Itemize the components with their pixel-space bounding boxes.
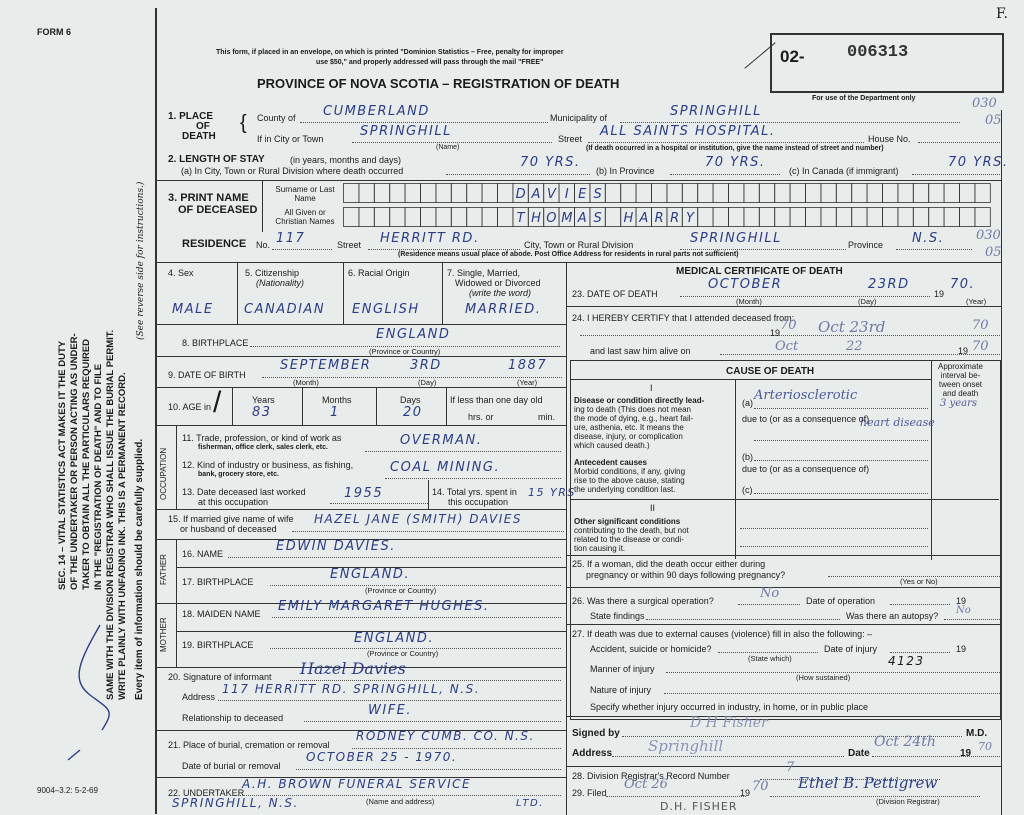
cause-b-label: (b) [742,452,753,462]
surname-box[interactable] [852,184,867,203]
age-min-label: min. [538,412,556,422]
informant-address-value[interactable]: 117 HERRITT RD. SPRINGHILL, N.S. [222,682,481,696]
medical-certificate-title: MEDICAL CERTIFICATE OF DEATH [676,266,843,277]
given-name-box[interactable] [929,208,944,227]
given-name-box[interactable] [451,208,466,227]
banner-line-1: This form, if placed in an envelope, on which is printed "Dominion Statistics – Free, penalty for improper [216,49,564,56]
specify-label: Specify whether injury occurred in industry, in home, or in public place [590,702,868,712]
residence-city-label: City, Town or Rural Division [524,240,634,250]
certify-from-year[interactable]: 70 [972,318,989,333]
stay-b-label: (b) In Province [596,166,655,176]
cause-a-label: (a) [742,398,753,408]
surname-box[interactable] [960,184,975,203]
given-name-box[interactable] [698,208,713,227]
side-law-line-2: OF THE UNDERTAKER OR PERSON ACTING AS UNDER- [69,333,80,590]
given-name-box[interactable] [359,208,374,227]
informant-signature-label: 20. Signature of informant [168,672,272,682]
occupation-12-value[interactable]: COAL MINING. [390,460,501,475]
given-name-box[interactable] [867,208,882,227]
manner-label: Manner of injury [590,664,655,674]
signed-by-label: Signed by [572,728,620,739]
undertaker-hint: (Name and address) [366,797,435,806]
last-saw-year[interactable]: 70 [972,339,989,354]
registrar-signature[interactable]: Ethel B. Pettigrew [798,774,938,792]
cause-title: CAUSE OF DEATH [726,366,815,377]
given-name-boxes[interactable] [343,207,1000,232]
stay-a-value[interactable]: 70 YRS. [520,155,581,170]
stay-b-value[interactable]: 70 YRS. [705,155,766,170]
age-days-value[interactable]: 20 [403,405,423,420]
undertaker-value-3[interactable]: LTD. [516,798,544,809]
marital-label-1: 7. Single, Married, [447,268,521,278]
roman-two: II [650,503,656,513]
surname-box[interactable] [806,184,821,203]
given-name-letter: M [561,211,573,226]
surname-box[interactable] [975,184,990,203]
date-of-death-day-hint: (Day) [858,297,877,306]
mother-birthplace-hint: (Province or Country) [367,649,439,658]
side-law-line-5: SAME WITH THE DIVISION REGISTRAR WHO SHALL ISSUE THE BURIAL PERMIT. [105,329,116,700]
stay-hint: (in years, months and days) [290,155,402,165]
q25-label-2: pregnancy or within 90 days following pregnancy? [586,570,786,580]
stay-c-label: (c) In Canada (if immigrant) [789,166,899,176]
side-law-line-3: TAKER TO OBTAIN ALL THE PARTICULARS REQUIRED [81,338,92,590]
due-to-label-2: due to (or as a consequence of) [742,464,870,474]
age-months-label: Months [322,395,352,405]
given-name-box[interactable] [836,208,851,227]
signed-address-value[interactable]: Springhill [648,737,724,755]
injury-date-label: Date of injury [824,644,878,654]
other-conditions-block: Other significant conditions contributing to the death, but not related to the disease or condi- tion causing it. [574,517,689,553]
surname-box[interactable] [405,184,420,203]
last-saw-label: and last saw him alive on [590,346,691,356]
certify-from-left[interactable]: 70 [780,318,797,333]
q28-label: 28. Division Registrar's Record Number [572,771,730,781]
given-name-box[interactable] [883,208,898,227]
father-name-label: 16. NAME [182,549,224,559]
sex-value[interactable]: MALE [172,302,214,317]
given-name-box[interactable] [960,208,975,227]
given-name-box-grid [343,207,1000,227]
department-code-2: 05 [985,113,1002,128]
q26-value[interactable]: No [760,586,780,601]
side-reverse-note: (See reverse side for instructions.) [136,181,146,340]
surname-box[interactable] [883,184,898,203]
surname-box[interactable] [451,184,466,203]
last-saw-left[interactable]: Oct [775,339,799,354]
father-birthplace-label: 17. BIRTHPLACE [182,577,254,587]
racial-label: 6. Racial Origin [348,268,410,278]
given-name-box[interactable] [852,208,867,227]
given-name-letter: Y [686,211,694,226]
mother-name-value[interactable]: EMILY MARGARET HUGHES. [278,599,490,614]
dob-day[interactable]: 3RD [410,358,442,373]
surname-box[interactable] [729,184,744,203]
dob-year-hint: (Year) [517,378,538,387]
date-of-death-year[interactable]: 70. [950,277,976,292]
dob-day-hint: (Day) [418,378,437,387]
stay-label: 2. LENGTH OF STAY [168,154,265,165]
father-birthplace-value[interactable]: ENGLAND. [330,567,411,582]
father-side-label: FATHER [159,554,168,585]
occupation-14-value[interactable]: 15 YRS [528,486,576,499]
given-name-box[interactable] [898,208,913,227]
certify-label: 24. I HEREBY CERTIFY that I attended deceased from: [572,313,795,323]
occupation-13-hint: at this occupation [198,497,269,507]
date-of-death-year-hint: (Year) [966,297,987,306]
surname-letter: E [578,187,587,202]
cause-a-value[interactable]: Arteriosclerotic [754,388,858,403]
dob-label: 9. DATE OF BIRTH [168,370,246,380]
md-label: M.D. [966,728,988,739]
registration-number: 006313 [847,43,909,62]
footer-code: 9004–3.2: 5-2-69 [37,786,98,795]
house-label: House No. [868,134,911,144]
cause-a-value-2[interactable]: heart disease [860,416,935,429]
residence-code-2: 05 [985,245,1002,260]
age-label: 10. AGE in [168,402,212,412]
mother-birthplace-label: 19. BIRTHPLACE [182,640,254,650]
q26-prefix: 19 [956,596,967,606]
surname-box[interactable] [652,184,667,203]
signed-year-prefix: 19 [960,748,972,759]
municipality-value[interactable]: SPRINGHILL [670,104,762,119]
signed-date-value[interactable]: Oct 24th [874,734,936,750]
roman-one: I [650,383,653,393]
last-saw-prefix: 19 [958,346,969,356]
age-hrs-label: hrs. or [468,412,494,422]
nature-label: Nature of injury [590,685,652,695]
residence-no-label: No. [256,240,271,250]
surname-box[interactable] [605,184,620,203]
department-use-note: For use of the Department only [812,95,916,102]
date-of-death-month-hint: (Month) [736,297,762,306]
residence-street-value[interactable]: HERRITT RD. [380,231,480,246]
informant-signature[interactable]: Hazel Davies [300,659,406,678]
relationship-value[interactable]: WIFE. [368,703,413,718]
street-label: Street [558,134,583,144]
surname-box[interactable] [713,184,728,203]
surname-box[interactable] [929,184,944,203]
surname-box[interactable] [698,184,713,203]
registration-number-box [770,33,1004,93]
age-years-label: Years [252,395,275,405]
given-name-letter: H [623,211,634,226]
stay-c-value[interactable]: 70 YRS. [948,155,1009,170]
given-name-box[interactable] [405,208,420,227]
municipality-label: Municipality of [550,113,608,123]
surname-box[interactable] [667,184,682,203]
name-hint: (Name) [436,144,460,151]
side-signature-scribble [60,620,120,770]
surname-box[interactable] [421,184,436,203]
q29-label: 29. Filed [572,788,607,798]
dob-month-hint: (Month) [293,378,319,387]
interval-header: Approximate interval be- tween onset and death [938,362,983,398]
surname-letter: D [515,187,526,202]
marital-hint: (write the word) [469,288,532,298]
printed-signature: D.H. FISHER [660,800,738,813]
given-name-letter: O [546,211,557,226]
how-sustained-hint: (How sustained) [796,673,851,682]
surname-box[interactable] [744,184,759,203]
citizenship-hint: (Nationality) [256,278,305,288]
given-name-letter: A [639,211,649,226]
surname-letter: S [593,187,602,202]
accident-label: Accident, suicide or homicide? [590,644,712,654]
banner-line-2: use $50," and properly addressed will pass through the mail "FREE" [316,59,544,66]
registration-prefix: 02- [780,47,805,66]
surname-box[interactable] [344,184,359,203]
q26-label: 26. Was there a surgical operation? [572,596,714,606]
given-name-box[interactable] [374,208,389,227]
given-names-label: All Given or Christian Names [275,208,335,226]
q28-value[interactable]: 7 [786,760,795,775]
age-years-value[interactable]: 83 [252,405,272,420]
date-of-death-label: 23. DATE OF DEATH [572,289,658,299]
signed-year-value[interactable]: 70 [978,740,992,753]
date-of-death-month[interactable]: OCTOBER [708,277,783,292]
city-value[interactable]: SPRINGHILL [360,124,452,139]
sex-label: 4. Sex [168,268,194,278]
registrar-hint: (Division Registrar) [876,797,940,806]
surname-letter: V [546,187,556,202]
surname-box[interactable] [467,184,482,203]
birthplace-hint: (Province or Country) [369,347,441,356]
surname-box[interactable] [898,184,913,203]
q27-label: 27. If death was due to external causes (violence) fill in also the following: – [572,629,873,639]
given-name-letter: A [577,211,587,226]
given-name-box[interactable] [806,208,821,227]
state-which-hint: (State which) [748,654,792,663]
spouse-label-1: 15. If married give name of wife [168,514,294,524]
spouse-value[interactable]: HAZEL JANE (SMITH) DAVIES [314,512,522,526]
given-name-letter: R [654,211,664,226]
manner-value[interactable]: 4123 [888,654,925,668]
surname-box[interactable] [482,184,497,203]
given-name-box[interactable] [498,208,513,227]
autopsy-value[interactable]: No [956,605,971,616]
street-hint: (If death occurred in a hospital or institution, give the name instead of street and number) [586,145,884,152]
surname-letter: I [564,187,569,202]
injury-date-prefix: 19 [956,644,967,654]
given-name-letter: R [670,211,680,226]
burial-date-value[interactable]: OCTOBER 25 - 1970. [306,750,458,764]
place-label: 1. PLACE OF DEATH [168,111,216,142]
certify-from-prefix: 19 [770,328,781,338]
given-name-box[interactable] [759,208,774,227]
relationship-label: Relationship to deceased [182,713,284,723]
antecedent-block: Antecedent causes Morbid conditions, if any, giving rise to the above cause, stating the underlying condition last. [574,458,686,494]
residence-label: RESIDENCE [182,238,247,250]
given-name-box[interactable] [775,208,790,227]
occupation-11-value[interactable]: OVERMAN. [400,433,483,448]
given-name-box[interactable] [713,208,728,227]
given-name-box[interactable] [729,208,744,227]
burial-place-label: 21. Place of burial, cremation or removal [168,740,330,750]
residence-hint: (Residence means usual place of abode. Post Office Address for residents in rural parts not sufficient) [398,251,739,258]
given-name-box[interactable] [390,208,405,227]
given-name-letter: S [593,211,602,226]
surname-box[interactable] [790,184,805,203]
surname-box[interactable] [621,184,636,203]
autopsy-label: Was there an autopsy? [846,611,939,621]
burial-place-value[interactable]: RODNEY CUMB. CO. N.S. [356,729,535,743]
street-value[interactable]: ALL SAINTS HOSPITAL. [600,124,776,139]
q25-hint: (Yes or No) [900,577,938,586]
name-label: 3. PRINT NAME OF DECEASED [168,192,258,216]
given-name-letter: H [531,211,541,226]
county-value[interactable]: CUMBERLAND [323,104,430,119]
surname-box[interactable] [682,184,697,203]
surname-box[interactable] [944,184,959,203]
due-to-label-1: due to (or as a consequence of) [742,414,870,424]
given-name-box[interactable] [744,208,759,227]
birthplace-label: 8. BIRTHPLACE [182,338,249,348]
signed-date-label: Date [848,748,870,759]
stay-a-label: (a) In City, Town or Rural Division where death occurred [181,166,404,176]
surname-box[interactable] [390,184,405,203]
residence-no-value[interactable]: 117 [276,231,306,246]
surname-box-grid [343,183,1000,203]
marital-label-2: Widowed or Divorced [455,278,541,288]
occupation-13-label: 13. Date deceased last worked [182,487,306,497]
mother-name-label: 18. MAIDEN NAME [182,609,261,619]
residence-code-1: 030 [976,228,1001,243]
given-name-box[interactable] [436,208,451,227]
surname-box[interactable] [821,184,836,203]
surname-label: Surname or Last Name [275,185,335,203]
father-name-value[interactable]: EDWIN DAVIES. [276,539,396,554]
surname-box[interactable] [836,184,851,203]
surname-box[interactable] [913,184,928,203]
racial-value[interactable]: ENGLISH [352,302,420,317]
citizenship-value[interactable]: CANADIAN [244,302,326,317]
form-number: FORM 6 [37,27,72,37]
signed-address-label: Address [572,748,613,759]
given-name-box[interactable] [482,208,497,227]
occupation-11-hint: fisherman, office clerk, sales clerk, etc. [198,444,328,451]
corner-mark: F. [996,6,1008,22]
occupation-side-label: OCCUPATION [159,447,168,500]
surname-box[interactable] [775,184,790,203]
residence-province-label: Province [848,240,884,250]
father-birthplace-hint: (Province or Country) [365,586,437,595]
state-findings-label: State findings [590,611,645,621]
given-name-letter: T [516,211,525,226]
given-name-box[interactable] [421,208,436,227]
side-note: Every item of information should be carefully supplied. [134,438,145,700]
occupation-13-value[interactable]: 1955 [344,486,384,501]
informant-address-label: Address [182,692,216,702]
dob-month[interactable]: SEPTEMBER [280,358,372,373]
page-title: PROVINCE OF NOVA SCOTIA – REGISTRATION OF DEATH [257,76,620,91]
given-name-box[interactable] [944,208,959,227]
residence-province-value[interactable]: N.S. [912,231,945,246]
occupation-12-hint: bank, grocery store, etc. [198,471,279,478]
given-name-box[interactable] [467,208,482,227]
surname-box[interactable] [867,184,882,203]
residence-city-value[interactable]: SPRINGHILL [690,231,782,246]
birthplace-value[interactable]: ENGLAND [376,327,451,342]
occupation-12-label: 12. Kind of industry or business, as fishing, [182,460,354,470]
side-law-line-1: SEC. 14 – VITAL STATISTICS ACT MAKES IT THE DUTY [57,340,68,590]
city-label: If in City or Town [257,134,324,144]
age-less-label: If less than one day old [450,395,543,405]
cause-a-interval[interactable]: 3 years [940,398,977,409]
given-name-box[interactable] [821,208,836,227]
citizenship-label: 5. Citizenship [245,268,300,278]
undertaker-value[interactable]: A.H. BROWN FUNERAL SERVICE [242,777,472,791]
given-name-box[interactable] [790,208,805,227]
surname-box[interactable] [436,184,451,203]
signed-by-signature[interactable]: D H Fisher [690,715,768,731]
surname-boxes[interactable] [343,183,1000,208]
q26-date-label: Date of operation [806,596,876,606]
disease-block: Disease or condition directly lead- ing to death (This does not mean the mode of dying, e.g., heart fail- ure, asthenia, etc. It means the disease, injury, or complication which caused death.) [574,396,705,450]
date-of-death-year-prefix: 19 [934,289,945,299]
surname-letter: A [531,187,541,202]
given-name-box[interactable] [913,208,928,227]
occupation-11-label: 11. Trade, profession, or kind of work as [182,433,342,443]
county-label: County of [257,113,296,123]
last-saw-date[interactable]: 22 [846,339,863,354]
q29-month[interactable]: Oct 26 [624,777,668,792]
mother-side-label: MOTHER [159,617,168,652]
burial-date-label: Date of burial or removal [182,761,281,771]
surname-box[interactable] [359,184,374,203]
side-law-line-4: IN THE "REGISTRATION OF DEATH" AND TO FILE [93,363,104,590]
side-law-line-6: WRITE PLAINLY WITH UNFADING INK. THIS IS A PERMANENT RECORD. [117,372,128,700]
date-of-death-day[interactable]: 23RD [868,277,910,292]
age-days-label: Days [400,395,421,405]
occupation-14-label: 14. Total yrs. spent in [432,487,517,497]
marital-value[interactable]: MARRIED. [465,302,542,317]
mother-birthplace-value[interactable]: ENGLAND. [354,631,435,646]
department-code-1: 030 [972,96,997,111]
surname-box[interactable] [498,184,513,203]
spouse-label-2: or husband of deceased [180,524,277,534]
q25-label-1: 25. If a woman, did the death occur either during [572,559,766,569]
surname-box[interactable] [759,184,774,203]
given-name-box[interactable] [344,208,359,227]
occupation-14-hint: this occupation [448,497,509,507]
dob-year[interactable]: 1887 [508,358,548,373]
certify-from-date[interactable]: Oct 23rd [818,318,886,336]
surname-box[interactable] [636,184,651,203]
given-name-box[interactable] [605,208,620,227]
q29-prefix: 19 [740,788,751,798]
undertaker-label: 22. UNDERTAKER [168,788,245,798]
cause-c-label: (c) [742,485,753,495]
given-name-box[interactable] [975,208,990,227]
q29-year[interactable]: 70 [752,779,769,794]
undertaker-value-2[interactable]: SPRINGHILL, N.S. [172,796,299,810]
surname-box[interactable] [374,184,389,203]
age-months-value[interactable]: 1 [330,405,340,420]
residence-street-label: Street [337,240,362,250]
